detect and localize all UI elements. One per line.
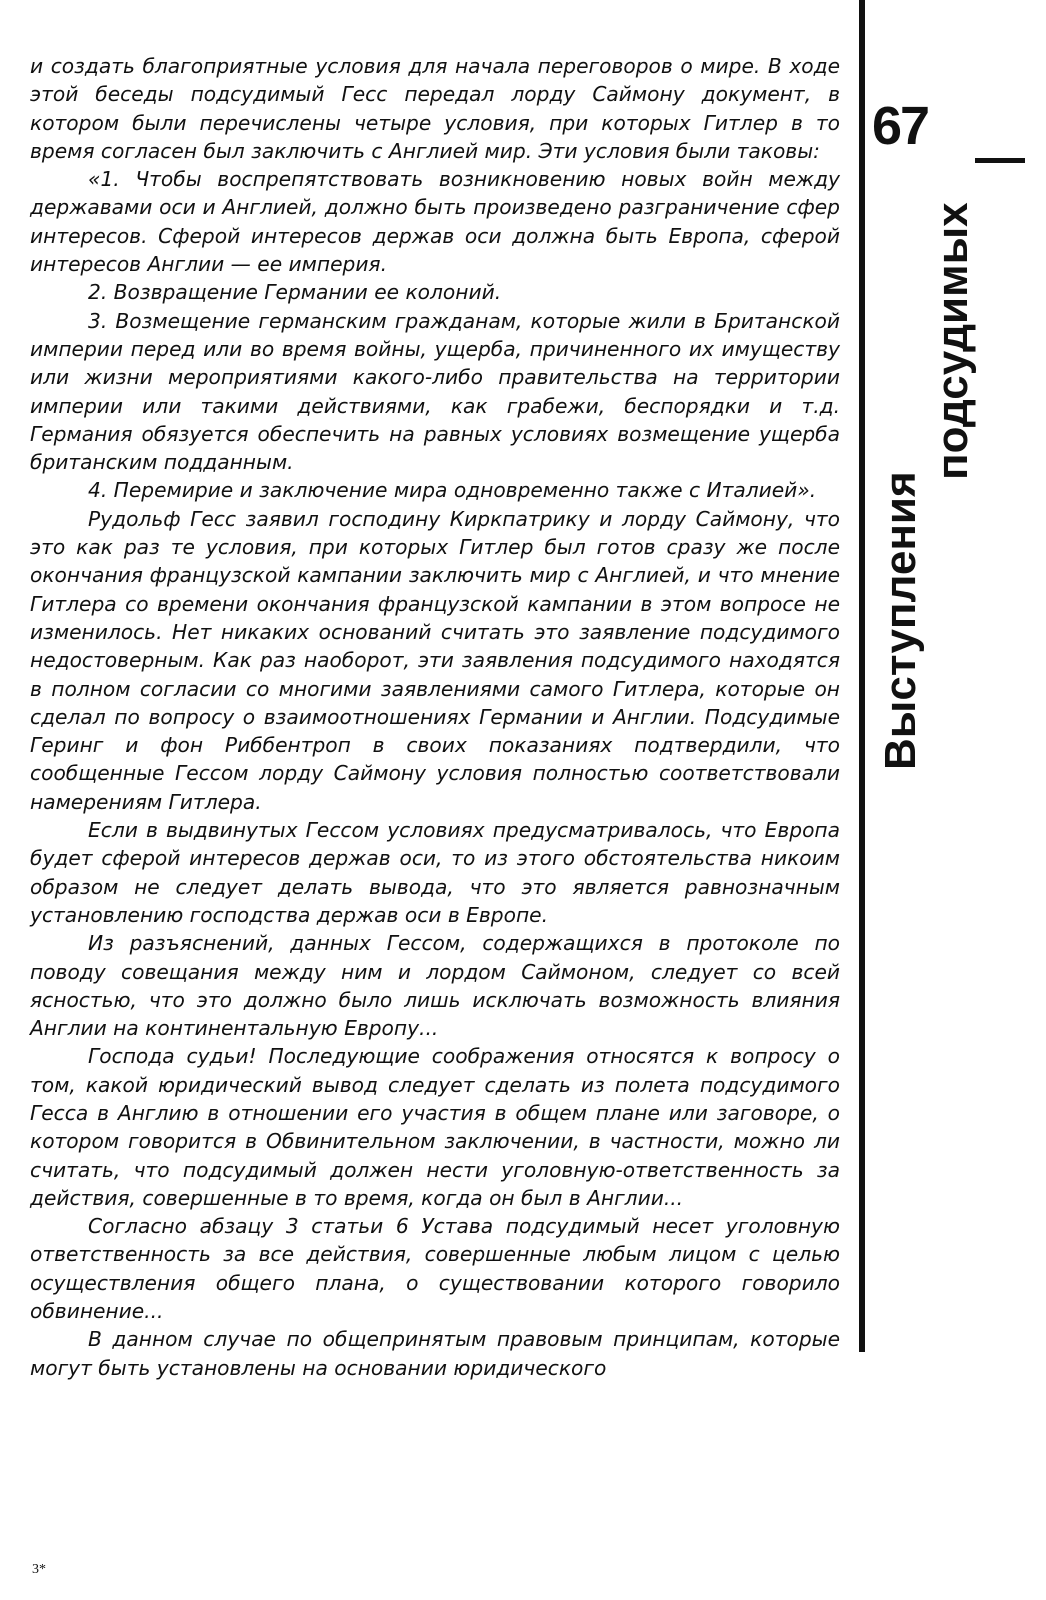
main-text xyxy=(30,52,840,1382)
paragraph-6: Рудольф Гесс заявил господину Киркпатрику и лорду Саймону, что это как раз те условия, при которых Гитлер был готов сразу же после окончания французской кампании заключить мир с Англией, и что мнение Гитлера со времени окончания французской кампании в этом вопросе не изменилось. Нет никаких оснований считать это заявление подсудимого недостоверным. Как раз наоборот, эти заявления подсудимого находятся в полном согласии со многими заявлениями самого Гитлера, которые он сделал по вопросу о взаимоотношениях Германии и Англии. Подсудимые Геринг и фон Риббентроп в своих показаниях подтвердили, что сообщенные Гессом лорду Саймону условия полностью соответствовали намерениям Гитлера. xyxy=(30,506,840,814)
signature-mark: 3* xyxy=(32,1562,46,1577)
page-number: 67 xyxy=(872,96,929,156)
paragraph-7: Если в выдвинутых Гессом условиях предусматривалось, что Европа будет сферой интересов держав оси, то из этого обстоятельства никоим образом не следует делать вывода, что это является равнозначным установлению господства держав оси в Европе. xyxy=(30,818,840,927)
paragraph-1: и создать благоприятные условия для начала переговоров о мире. В ходе этой беседы подсудимый Гесс передал лорду Саймону документ, в котором были перечислены четыре условия, при которых Гитлер в то время согласен был заключить с Англией мир. Эти условия были таковы: xyxy=(30,54,840,163)
paragraph-10: Согласно абзацу 3 статьи 6 Устава подсудимый несет уголовную ответственность за все действия, совершенные любым лицом с целью осуществления общего плана, о существовании которого говорило обвинение... xyxy=(30,1214,840,1324)
running-header-line-2: подсудимых xyxy=(928,202,977,480)
header-rule xyxy=(975,158,1025,163)
running-header-line-1: Выступления xyxy=(876,471,925,770)
paragraph-5: 4. Перемирие и заключение мира одновременно также с Италией». xyxy=(88,478,817,503)
running-header xyxy=(875,202,979,770)
paragraph-3: 2. Возвращение Германии ее колоний. xyxy=(88,280,502,305)
paragraph-11: В данном случае по общепринятым правовым принципам, которые могут быть установлены на основании юридического xyxy=(30,1327,840,1380)
margin-rule xyxy=(859,0,865,1352)
paragraph-4: 3. Возмещение германским гражданам, которые жили в Британской империи перед или во время войны, ущерба, причиненного их имуществу или жизни мероприятиями какого-либо правительства на территории империи или такими действиями, как грабежи, беспорядки и т.д. Германия обязуется обеспечить на равных условиях возмещение ущерба британским подданным. xyxy=(30,308,840,475)
paragraph-2: «1. Чтобы воспрепятствовать возникновению новых войн между державами оси и Англией, должно быть произведено разграничение сфер интересов. Сферой интересов держав оси должна быть Европа, сферой интересов Англии — ее империя. xyxy=(30,167,840,277)
paragraph-9: Господа судьи! Последующие соображения относятся к вопросу о том, какой юридический вывод следует сделать из полета подсудимого Гесса в Англию в отношении его участия в общем плане или заговоре, о котором говорится в Обвинительном заключении, в частности, можно ли считать, что подсудимый должен нести уголовную-ответственность за действия, совершенные в то время, когда он был в Англии... xyxy=(30,1044,840,1210)
paragraph-8: Из разъяснений, данных Гессом, содержащихся в протоколе по поводу совещания между ним и лордом Саймоном, следует со всей ясностью, что это должно было лишь исключать возможность влияния Англии на континентальную Европу... xyxy=(30,931,840,1041)
